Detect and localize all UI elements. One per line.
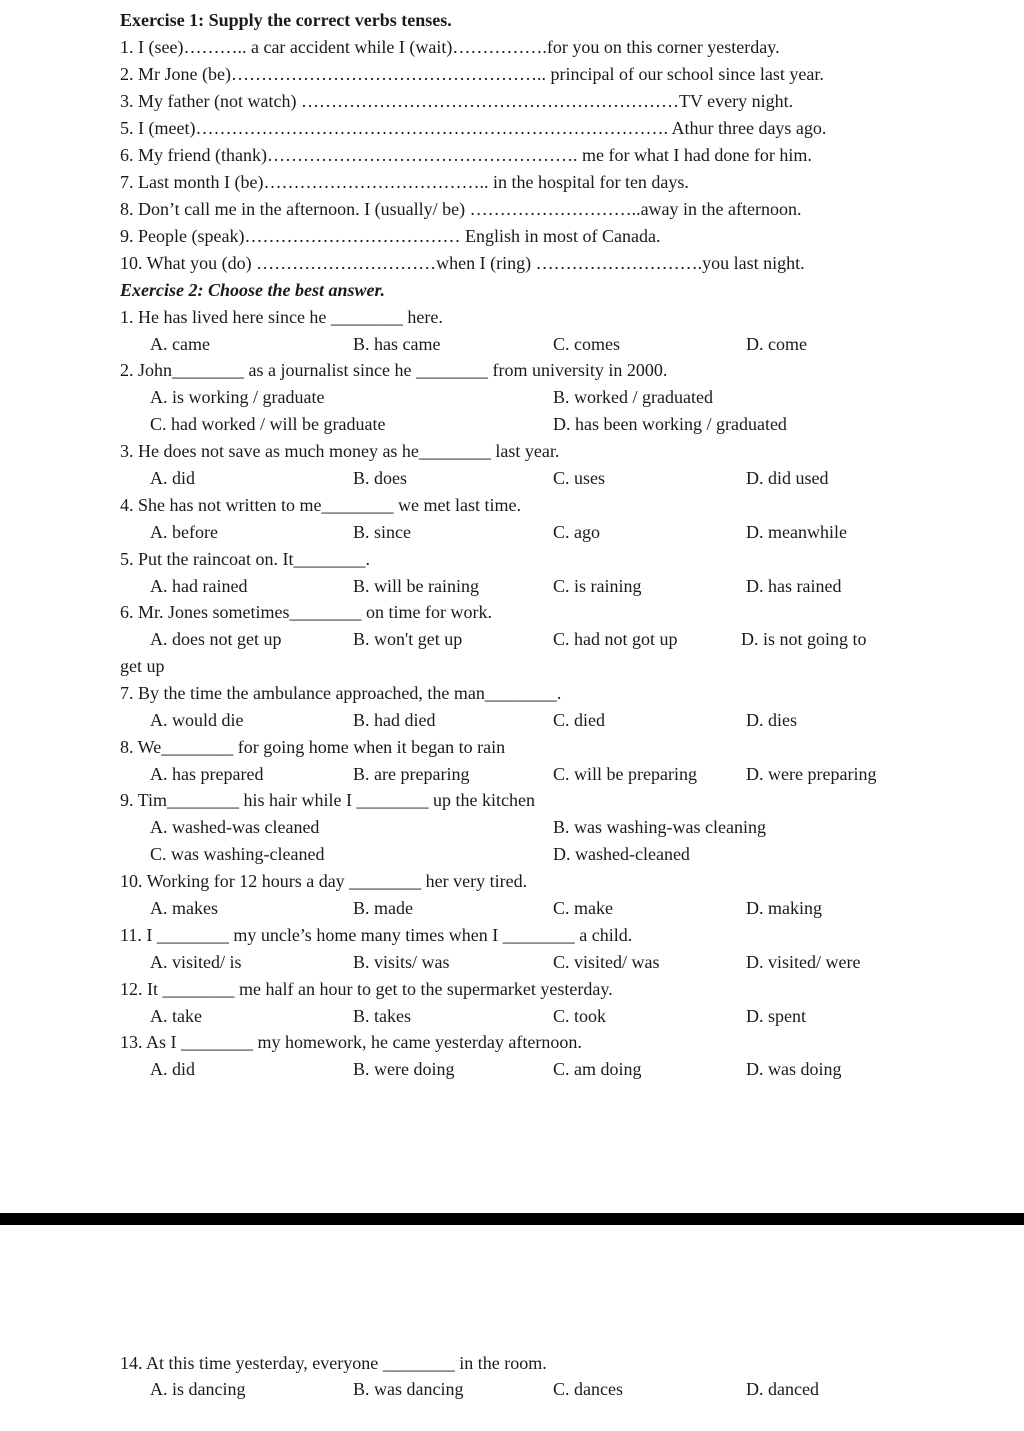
question-stem: 3. He does not save as much money as he________ last year. bbox=[120, 441, 560, 461]
option-b: B. was dancing bbox=[353, 1379, 464, 1399]
option-a: A. did bbox=[150, 468, 195, 488]
option-d-continuation: get up bbox=[120, 656, 165, 676]
option-c: C. had worked / will be graduate bbox=[150, 414, 386, 434]
ex1-item: 9. People (speak)……………………………… English in most of Canada. bbox=[120, 226, 661, 246]
option-b: B. made bbox=[353, 898, 413, 918]
option-a: A. does not get up bbox=[150, 629, 282, 649]
question-stem: 5. Put the raincoat on. It________. bbox=[120, 549, 370, 569]
question-stem: 9. Tim________ his hair while I ________ up the kitchen bbox=[120, 790, 535, 810]
page-separator bbox=[0, 1213, 1024, 1225]
question-stem: 2. John________ as a journalist since he ________ from university in 2000. bbox=[120, 360, 668, 380]
option-d: D. washed-cleaned bbox=[553, 844, 690, 864]
option-a: A. is dancing bbox=[150, 1379, 246, 1399]
ex1-item: 8. Don’t call me in the afternoon. I (usually/ be) ………………………..away in the afternoon. bbox=[120, 199, 802, 219]
question-stem: 8. We________ for going home when it began to rain bbox=[120, 737, 506, 757]
question-stem: 7. By the time the ambulance approached, the man________. bbox=[120, 683, 562, 703]
question-stem: 12. It ________ me half an hour to get to the supermarket yesterday. bbox=[120, 979, 613, 999]
option-b: B. worked / graduated bbox=[553, 387, 713, 407]
option-b: B. won't get up bbox=[353, 629, 463, 649]
option-a: A. came bbox=[150, 334, 210, 354]
option-c: C. comes bbox=[553, 334, 620, 354]
option-b: B. since bbox=[353, 522, 411, 542]
option-c: C. is raining bbox=[553, 576, 642, 596]
option-c: C. visited/ was bbox=[553, 952, 660, 972]
option-d: D. making bbox=[746, 898, 822, 918]
question-stem: 13. As I ________ my homework, he came yesterday afternoon. bbox=[120, 1032, 582, 1052]
exercise1-title: Exercise 1: Supply the correct verbs tenses. bbox=[120, 10, 452, 30]
question-stem: 6. Mr. Jones sometimes________ on time for work. bbox=[120, 602, 492, 622]
exercise2-title: Exercise 2: Choose the best answer. bbox=[120, 280, 386, 300]
option-d: D. was doing bbox=[746, 1059, 842, 1079]
option-b: B. was washing-was cleaning bbox=[553, 817, 766, 837]
option-d: D. is not going to bbox=[741, 629, 867, 649]
option-a: A. visited/ is bbox=[150, 952, 242, 972]
ex1-item: 3. My father (not watch) ………………………………………………………TV every night. bbox=[120, 91, 794, 111]
option-b: B. does bbox=[353, 468, 407, 488]
ex1-item: 6. My friend (thank)……………………………………………. me for what I had done for him. bbox=[120, 145, 812, 165]
option-a: A. before bbox=[150, 522, 218, 542]
ex1-item: 5. I (meet)……………………………………………………………………. Athur three days ago. bbox=[120, 118, 827, 138]
option-d: D. has been working / graduated bbox=[553, 414, 787, 434]
option-b: B. will be raining bbox=[353, 576, 479, 596]
option-b: B. visits/ was bbox=[353, 952, 450, 972]
option-c: C. was washing-cleaned bbox=[150, 844, 325, 864]
ex1-item: 1. I (see)……….. a car accident while I (wait)…………….for you on this corner yesterday. bbox=[120, 37, 780, 57]
ex1-item: 2. Mr Jone (be)…………………………………………….. principal of our school since last year. bbox=[120, 64, 824, 84]
option-a: A. had rained bbox=[150, 576, 248, 596]
option-c: C. took bbox=[553, 1006, 607, 1026]
option-c: C. died bbox=[553, 710, 605, 730]
option-b: B. takes bbox=[353, 1006, 411, 1026]
option-c: C. am doing bbox=[553, 1059, 642, 1079]
option-b: B. has came bbox=[353, 334, 441, 354]
question-stem: 4. She has not written to me________ we met last time. bbox=[120, 495, 521, 515]
question-stem: 10. Working for 12 hours a day ________ her very tired. bbox=[120, 871, 528, 891]
question-stem: 14. At this time yesterday, everyone ________ in the room. bbox=[120, 1353, 547, 1373]
option-d: D. visited/ were bbox=[746, 952, 861, 972]
option-a: A. is working / graduate bbox=[150, 387, 325, 407]
option-d: D. meanwhile bbox=[746, 522, 847, 542]
option-d: D. has rained bbox=[746, 576, 842, 596]
option-a: A. take bbox=[150, 1006, 202, 1026]
option-a: A. washed-was cleaned bbox=[150, 817, 320, 837]
option-b: B. are preparing bbox=[353, 764, 470, 784]
question-stem: 1. He has lived here since he ________ here. bbox=[120, 307, 443, 327]
ex1-item: 7. Last month I (be)……………………………….. in the hospital for ten days. bbox=[120, 172, 689, 192]
option-d: D. come bbox=[746, 334, 807, 354]
question-stem: 11. I ________ my uncle’s home many times when I ________ a child. bbox=[120, 925, 633, 945]
ex1-item: 10. What you (do) …………………………when I (ring) ……………………….you last night. bbox=[120, 253, 805, 273]
option-d: D. spent bbox=[746, 1006, 806, 1026]
option-c: C. ago bbox=[553, 522, 600, 542]
option-c: C. uses bbox=[553, 468, 606, 488]
option-a: A. would die bbox=[150, 710, 244, 730]
option-a: A. makes bbox=[150, 898, 218, 918]
option-d: D. dies bbox=[746, 710, 797, 730]
option-a: A. did bbox=[150, 1059, 195, 1079]
option-c: C. dances bbox=[553, 1379, 623, 1399]
option-d: D. were preparing bbox=[746, 764, 877, 784]
option-d: D. did used bbox=[746, 468, 829, 488]
option-c: C. make bbox=[553, 898, 613, 918]
option-b: B. were doing bbox=[353, 1059, 455, 1079]
option-b: B. had died bbox=[353, 710, 436, 730]
option-d: D. danced bbox=[746, 1379, 819, 1399]
option-a: A. has prepared bbox=[150, 764, 264, 784]
option-c: C. had not got up bbox=[553, 629, 678, 649]
option-c: C. will be preparing bbox=[553, 764, 697, 784]
